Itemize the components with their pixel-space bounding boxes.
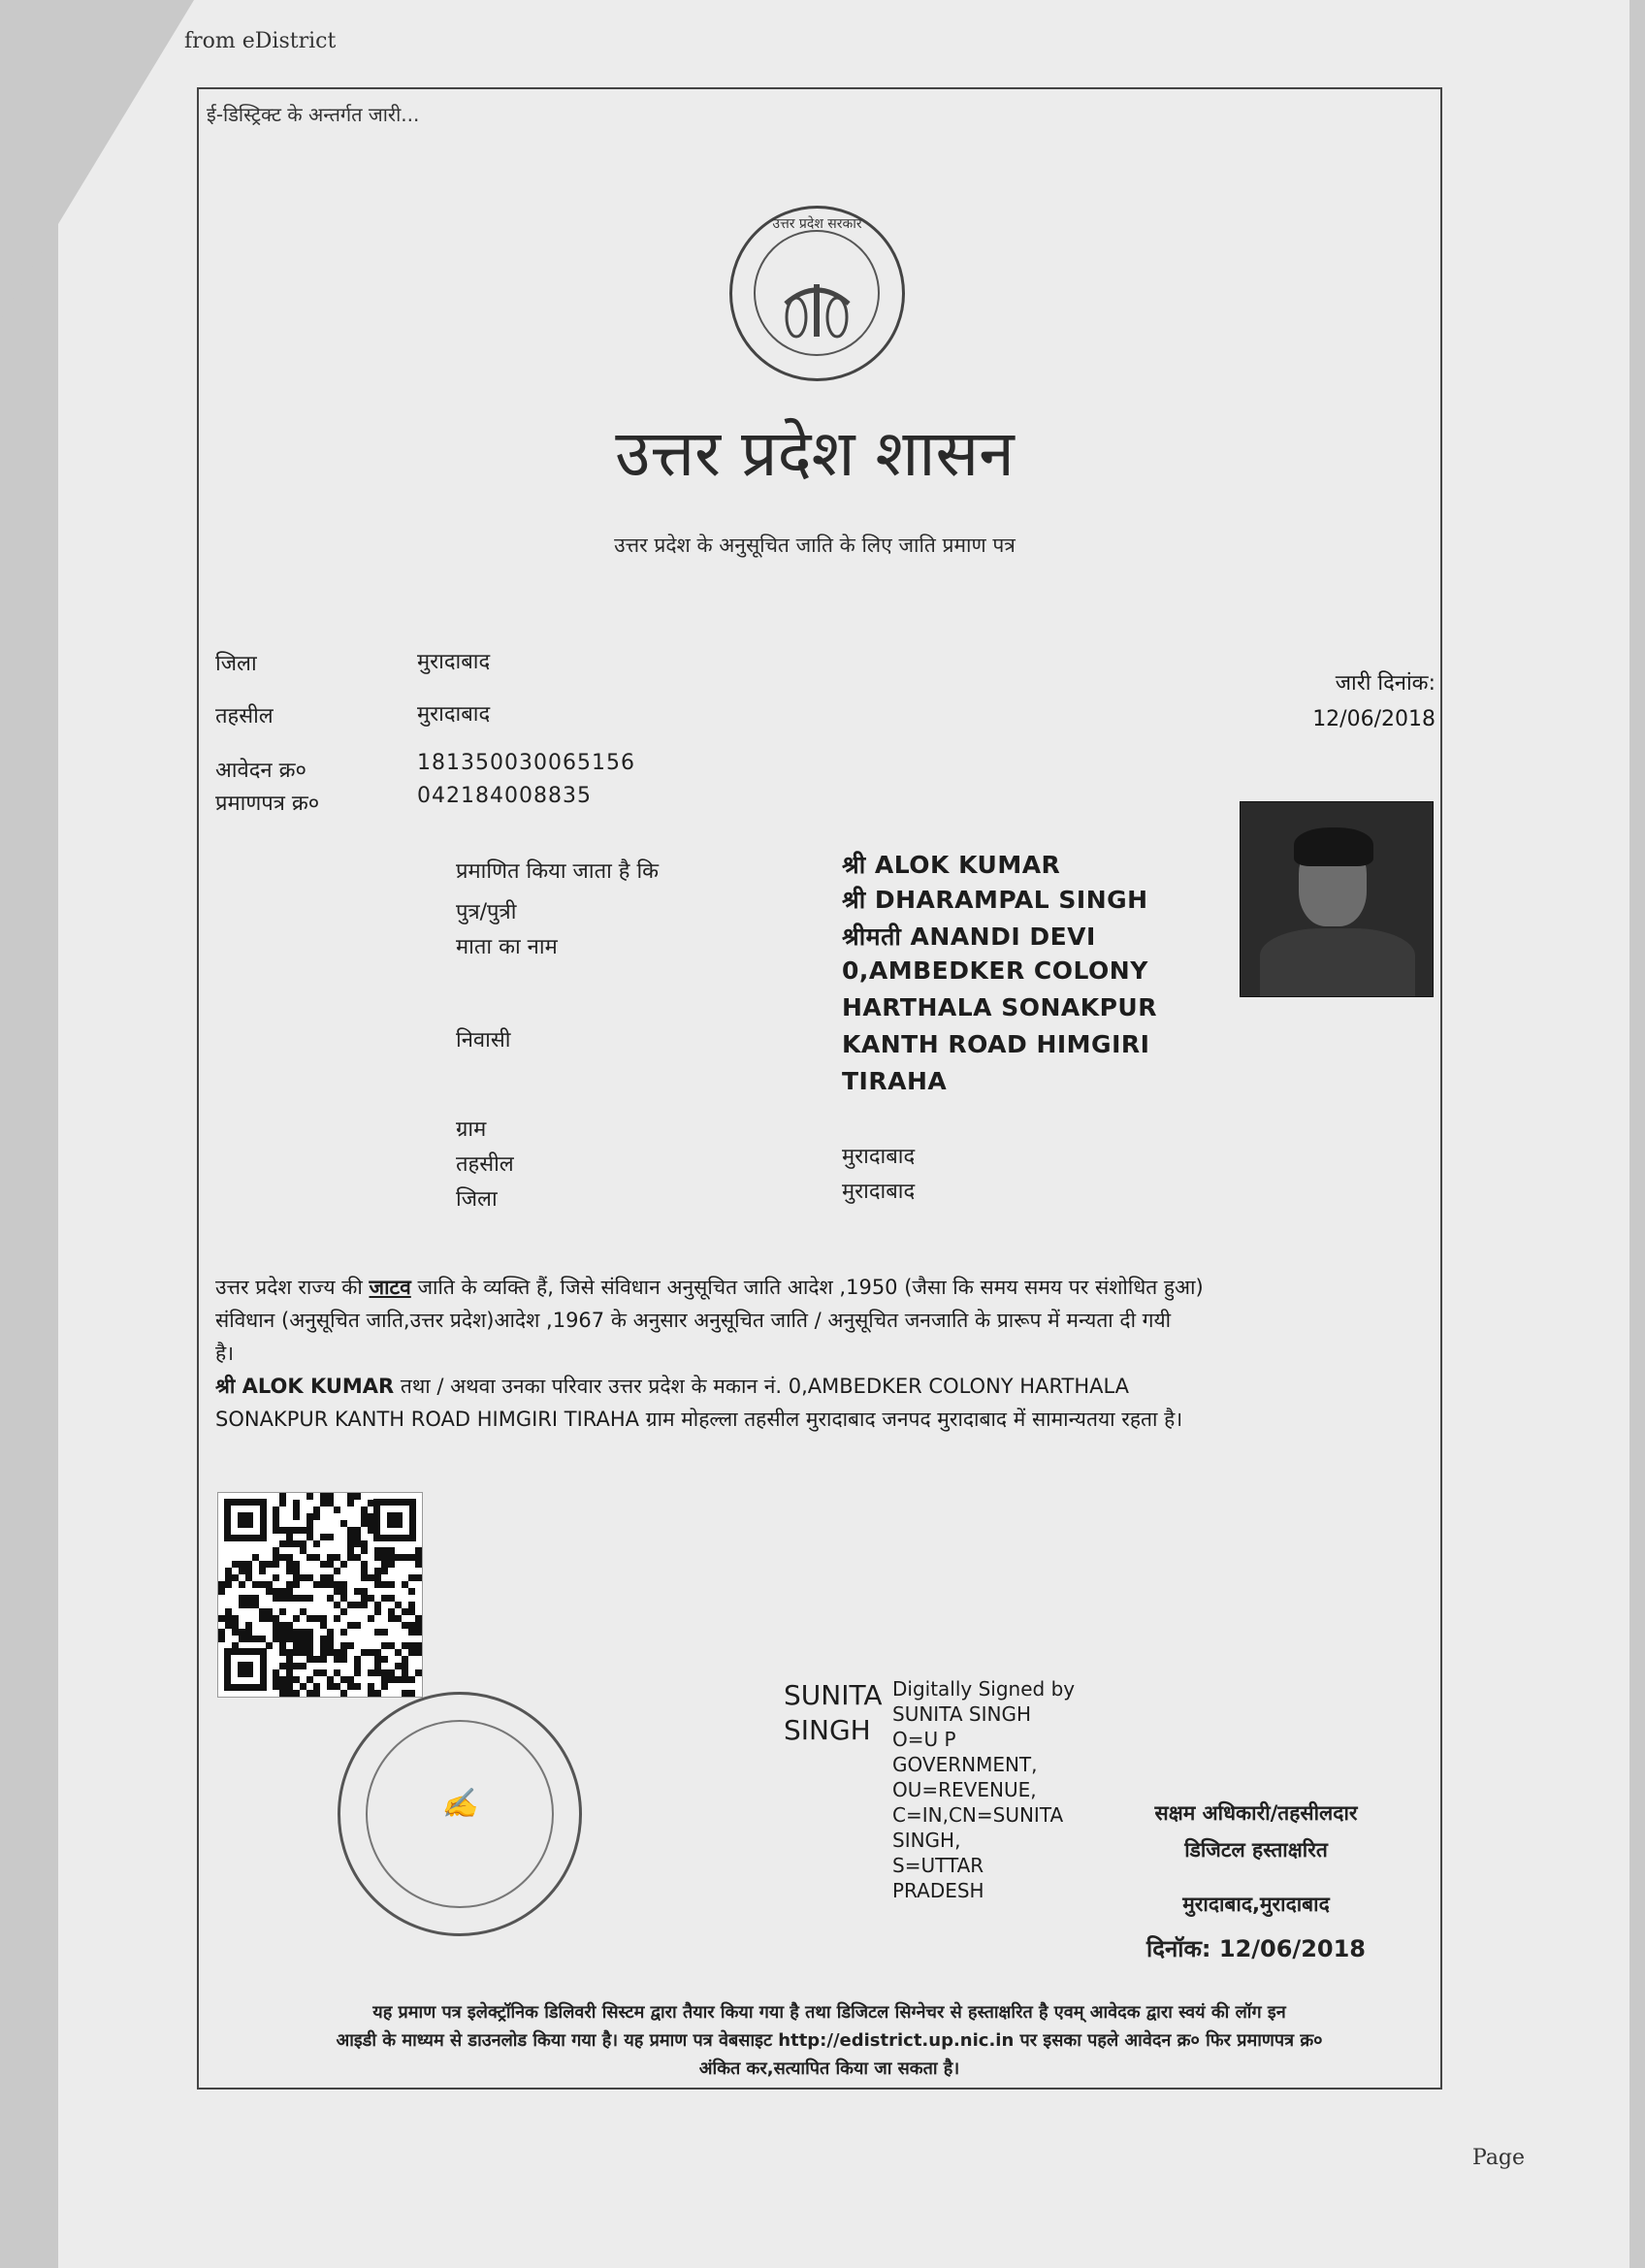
declaration-line-1 (215, 1271, 1437, 1304)
address-line-3: KANTH ROAD HIMGIRI (842, 1030, 1150, 1058)
person-tehsil-value: मुरादाबाद (842, 1145, 916, 1169)
person-district-label: जिला (456, 1187, 498, 1212)
sig-info-line: O=U P (892, 1728, 956, 1751)
authority-location: मुरादाबाद,मुरादाबाद (1182, 1893, 1330, 1916)
caste-name: जाटव (369, 1276, 411, 1299)
district-label: जिला (215, 652, 257, 676)
authority-date: दिनॉक: 12/06/2018 (1145, 1935, 1366, 1962)
issue-date-block (1280, 665, 1435, 737)
government-title: उत्तर प्रदेश शासन (615, 416, 1015, 491)
signer-name (784, 1678, 883, 1748)
address-line-1: 0,AMBEDKER COLONY (842, 956, 1148, 985)
person-tehsil-label: तहसील (456, 1152, 514, 1177)
qr-code (217, 1492, 423, 1698)
tehsil-label: तहसील (215, 704, 274, 729)
authority-title: सक्षम अधिकारी/तहसीलदार (1154, 1801, 1358, 1825)
sig-info-line: Digitally Signed by (892, 1677, 1076, 1701)
district-value: मुरादाबाद (417, 650, 491, 674)
application-number: 181350030065156 (417, 751, 635, 775)
citizen-services-stamp (338, 1692, 582, 1936)
certificate-number-label: प्रमाणपत्र क्र० (215, 792, 320, 816)
resident-label: निवासी (456, 1028, 511, 1053)
application-number-label: आवेदन क्र० (215, 759, 306, 783)
certificate-number: 042184008835 (417, 784, 592, 808)
address-line-4: TIRAHA (842, 1067, 948, 1095)
address-line-2: HARTHALA SONAKPUR (842, 993, 1157, 1021)
footer-line-2: आइडी के माध्यम से डाउनलोड किया गया है। यह प्रमाण पत्र वेबसाइट http://edistrict.up.nic.in पर इसका पहले आवेदन क्र० फिर प्रमाणपत्र क्र० (336, 2030, 1323, 2051)
applicant-name: श्री ALOK KUMAR (842, 851, 1061, 879)
sig-info-line: PRADESH (892, 1879, 984, 1902)
issue-date-label: जारी दिनांक: (1335, 671, 1435, 696)
mother-name-label: माता का नाम (456, 935, 558, 959)
up-emblem (729, 206, 905, 381)
emblem-icon (732, 209, 902, 378)
source-note: from eDistrict (184, 29, 337, 53)
declaration-paragraph (215, 1271, 1437, 1436)
person-district-value: मुरादाबाद (842, 1180, 916, 1204)
authority-block (1096, 1795, 1416, 1967)
photo-hair (1294, 827, 1373, 866)
son-daughter-label: पुत्र/पुत्री (456, 900, 517, 924)
declaration-applicant-name: श्री ALOK KUMAR (215, 1375, 395, 1398)
sig-info-line: SUNITA SINGH (892, 1702, 1031, 1726)
footer-line-3: अंकित कर,सत्यापित किया जा सकता है। (698, 2058, 960, 2079)
declaration-line-4 (215, 1370, 1437, 1403)
declaration-line-1-start: उत्तर प्रदेश राज्य की (215, 1276, 370, 1299)
sig-info-line: OU=REVENUE, (892, 1778, 1037, 1801)
declaration-line-5: SONAKPUR KANTH ROAD HIMGIRI TIRAHA ग्राम मोहल्ला तहसील मुरादाबाद जनपद मुरादाबाद में सामान्यतया रहता है। (215, 1408, 1183, 1431)
declaration-line-4-end: तथा / अथवा उनका परिवार उत्तर प्रदेश के मकान नं. 0,AMBEDKER COLONY HARTHALA (394, 1375, 1130, 1398)
sig-info-line: SINGH, (892, 1829, 961, 1852)
sig-info-line: S=UTTAR (892, 1854, 984, 1877)
signer-name-line-1: SUNITA (784, 1679, 883, 1711)
sig-info-line: C=IN,CN=SUNITA (892, 1803, 1064, 1827)
qr-code-icon (218, 1493, 422, 1697)
declaration-line-1-end: जाति के व्यक्ति हैं, जिसे संविधान अनुसूचित जाति आदेश ,1950 (जैसा कि समय समय पर संशोधित हुआ) (410, 1276, 1204, 1299)
sig-info-line: GOVERNMENT, (892, 1753, 1038, 1776)
digital-signature-info (892, 1676, 1075, 1903)
signer-name-line-2: SINGH (784, 1714, 871, 1746)
certificate-subtitle: उत्तर प्रदेश के अनुसूचित जाति के लिए जाति प्रमाण पत्र (614, 534, 1016, 557)
stamp-handwriting: ✍ (441, 1787, 478, 1821)
village-label: ग्राम (456, 1118, 487, 1142)
footer-note (233, 1998, 1426, 2083)
authority-digital-signed: डिजिटल हस्ताक्षरित (1184, 1838, 1328, 1862)
father-name: श्री DHARAMPAL SINGH (842, 886, 1148, 914)
issue-date: 12/06/2018 (1312, 707, 1435, 731)
page-label: Page (1472, 2146, 1526, 2170)
emblem-text: उत्तर प्रदेश सरकार (772, 216, 862, 232)
issue-note: ई-डिस्ट्रिक्ट के अन्तर्गत जारी... (207, 103, 420, 126)
certified-label: प्रमाणित किया जाता है कि (456, 859, 660, 884)
mother-name: श्रीमती ANANDI DEVI (842, 923, 1096, 951)
applicant-photo (1240, 801, 1434, 997)
tehsil-value: मुरादाबाद (417, 702, 491, 727)
photo-body (1260, 928, 1415, 996)
folded-corner (0, 0, 194, 320)
footer-line-1: यह प्रमाण पत्र इलेक्ट्रॉनिक डिलिवरी सिस्टम द्वारा तैयार किया गया है तथा डिजिटल सिग्नेचर से हस्ताक्षरित है एवम् आवेदक द्वारा स्वयं की लॉग इन (372, 2002, 1286, 2023)
declaration-line-3: है। (215, 1342, 235, 1365)
declaration-line-2: संविधान (अनुसूचित जाति,उत्तर प्रदेश)आदेश ,1967 के अनुसार अनुसूचित जाति / अनुसूचित जनजाति के प्रारूप में मन्यता दी गयी (215, 1309, 1172, 1332)
